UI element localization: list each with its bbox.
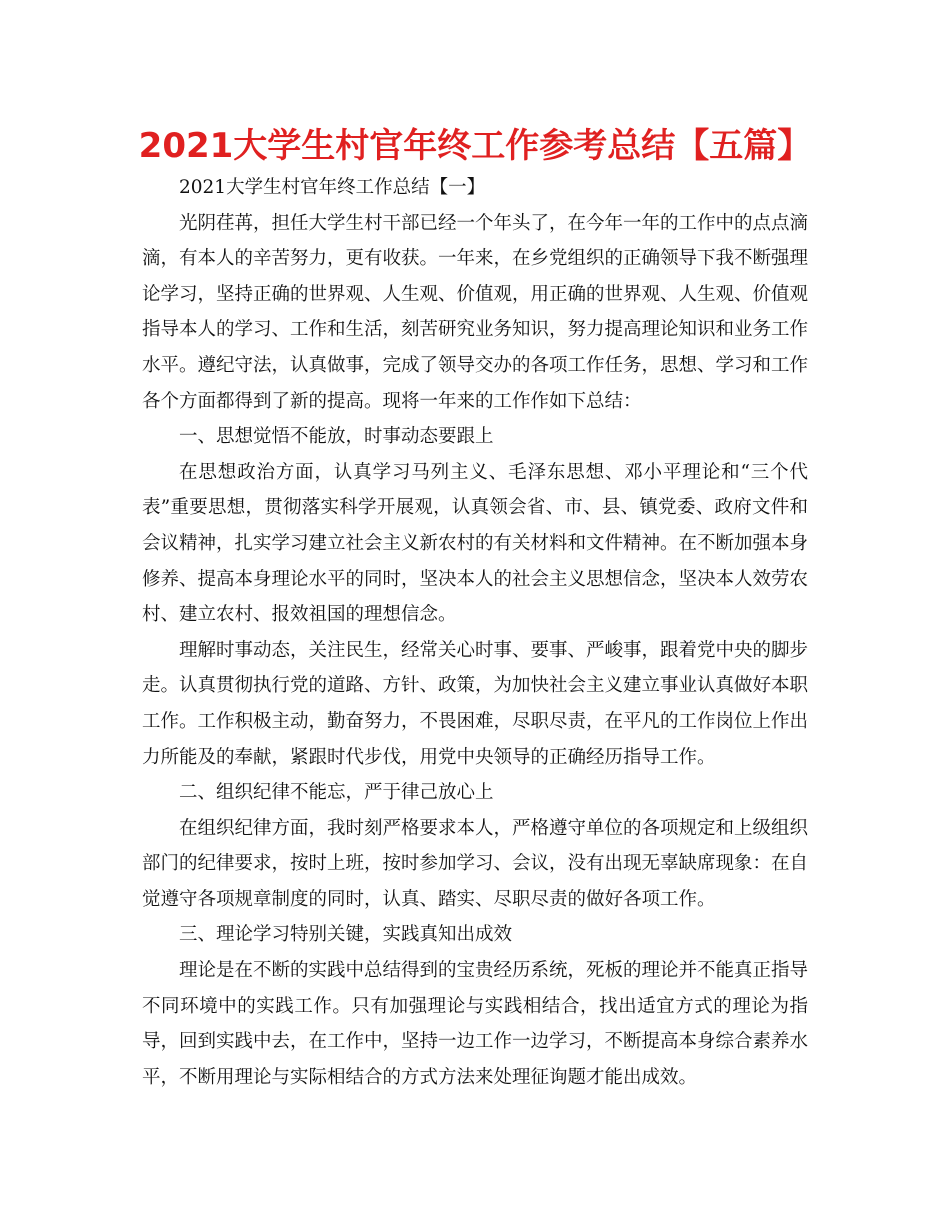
section-heading-1: 一、思想觉悟不能放，时事动态要跟上 <box>179 426 494 448</box>
document-body <box>142 170 808 1095</box>
paragraph-intro: 光阴荏苒，担任大学生村干部已经一个年头了，在今年一年的工作中的点点滴滴，有本人的辛苦努力，更有收获。一年来，在乡党组织的正确领导下我不断强理论学习，坚持正确的世界观、人生观、价值观，用正确的世界观、人生观、价值观指导本人的学习、工作和生活，刻苦研究业务知识，努力提高理论知识和业务工作水平。遵纪守法，认真做事，完成了领导交办的各项工作任务，思想、学习和工作各个方面都得到了新的提高。现将一年来的工作作如下总结： <box>142 212 809 412</box>
paragraph-current-affairs: 理解时事动态，关注民生，经常关心时事、要事、严峻事，跟着党中央的脚步走。认真贯彻执行党的道路、方针、政策，为加快社会主义建立事业认真做好本职工作。工作积极主动，勤奋努力，不畏困难，尽职尽责，在平凡的工作岗位上作出力所能及的奉献，紧跟时代步伐，用党中央领导的正确经历指导工作。 <box>142 639 809 768</box>
section-heading-2: 二、组织纪律不能忘，严于律己放心上 <box>179 782 494 804</box>
section-heading-3: 三、理论学习特别关键，实践真知出成效 <box>179 924 513 946</box>
paragraph-discipline: 在组织纪律方面，我时刻严格要求本人，严格遵守单位的各项规定和上级组织部门的纪律要求，按时上班，按时参加学习、会议，没有出现无辜缺席现象：在自觉遵守各项规章制度的同时，认真、踏实、尽职尽责的做好各项工作。 <box>142 817 809 910</box>
paragraph-theory: 理论是在不断的实践中总结得到的宝贵经历系统，死板的理论并不能真正指导不同环境中的实践工作。只有加强理论与实践相结合，找出适宜方式的理论为指导，回到实践中去，在工作中，坚持一边工作一边学习，不断提高本身综合素养水平，不断用理论与实际相结合的方式方法来处理征询题才能出成效。 <box>142 960 809 1088</box>
document-title: 2021大学生村官年终工作参考总结【五篇】 <box>138 126 812 166</box>
section-subtitle: 2021大学生村官年终工作总结【一】 <box>179 177 486 198</box>
paragraph-political-thought: 在思想政治方面，认真学习马列主义、毛泽东思想、邓小平理论和“三个代表”重要思想，贯彻落实科学开展观，认真领会省、市、县、镇党委、政府文件和会议精神，扎实学习建立社会主义新农村的有关材料和文件精神。在不断加强本身修养、提高本身理论水平的同时，坚决本人的社会主义思想信念，坚决本人效劳农村、建立农村、报效祖国的理想信念。 <box>142 461 809 626</box>
